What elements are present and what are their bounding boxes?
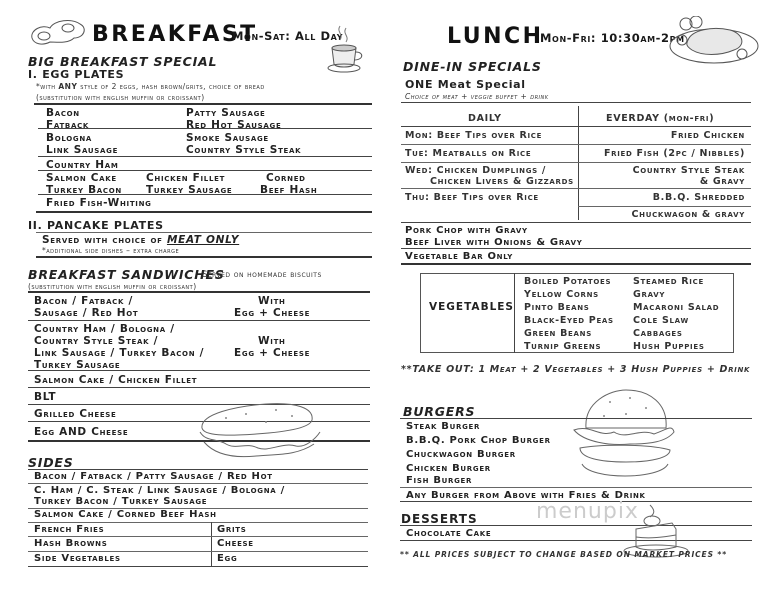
breakfast-title: BREAKFAST bbox=[92, 22, 258, 47]
menu-item: Country Ham bbox=[46, 159, 119, 171]
with-label: With bbox=[258, 295, 286, 307]
vegetable-item: Gravy bbox=[633, 289, 666, 300]
menu-item: Turkey Bacon bbox=[46, 184, 122, 196]
fried-eggs-icon bbox=[28, 16, 88, 48]
pancake-plates-heading: II. PANCAKE PLATES bbox=[28, 219, 164, 232]
everyday-special: B.B.Q. Shredded bbox=[652, 192, 745, 203]
lunch-hours: Mon-Fri: 10:30am-2pm bbox=[540, 31, 685, 45]
menu-item: Grilled Cheese bbox=[34, 408, 117, 420]
prices-footer: ** ALL PRICES SUBJECT TO CHANGE BASED ON MARKET PRICES ** bbox=[400, 550, 728, 559]
burger-item: B.B.Q. Pork Chop Burger bbox=[406, 435, 551, 446]
menu-item: Country Ham / Bologna / bbox=[34, 323, 175, 335]
everyday-special: Fried Fish (2pc / Nibbles) bbox=[603, 148, 745, 159]
egg-plates-substitution-note: (substitution with english muffin or croissant) bbox=[36, 93, 205, 102]
burger-item: Steak Burger bbox=[406, 421, 481, 432]
vegetable-item: Pinto Beans bbox=[524, 302, 590, 313]
menu-item: Fatback bbox=[46, 119, 90, 131]
menu-item: Egg AND Cheese bbox=[34, 426, 129, 438]
watermark: menupix bbox=[536, 499, 639, 524]
side-item: Cheese bbox=[217, 538, 254, 549]
vegetable-item: Turnip Greens bbox=[524, 341, 602, 352]
menu-item: Link Sausage bbox=[46, 144, 119, 156]
everyday-special: Fried Chicken bbox=[670, 130, 745, 141]
side-item: Hash Browns bbox=[34, 538, 108, 549]
egg-plates-heading: I. EGG PLATES bbox=[28, 68, 125, 81]
menu-item: Bacon / Fatback / bbox=[34, 295, 134, 307]
menu-item: Turkey Sausage bbox=[34, 359, 121, 371]
col-header-everyday: EVERDAY (mon-fri) bbox=[606, 113, 715, 124]
everyday-special: & Gravy bbox=[699, 176, 745, 187]
burgers-heading: BURGERS bbox=[403, 404, 476, 419]
menu-item: Pork Chop with Gravy bbox=[405, 225, 528, 236]
vegetables-label: VEGETABLES bbox=[429, 301, 514, 313]
vegetable-item: Hush Puppies bbox=[633, 341, 705, 352]
side-item: Side Vegetables bbox=[34, 553, 121, 564]
daily-special: Wed: Chicken Dumplings / bbox=[405, 165, 547, 176]
with-label: With bbox=[258, 335, 286, 347]
sandwich-icon bbox=[196, 398, 326, 462]
vegetable-item: Yellow Corns bbox=[524, 289, 599, 300]
steak-plate-icon bbox=[668, 16, 760, 66]
menu-item: Smoke Sausage bbox=[186, 132, 269, 144]
pancake-served-with: Served with choice of MEAT ONLY bbox=[42, 234, 240, 246]
vegetable-item: Green Beans bbox=[524, 328, 592, 339]
vegetable-item: Black-Eyed Peas bbox=[524, 315, 614, 326]
dine-in-specials-heading: DINE-IN SPECIALS bbox=[403, 59, 542, 74]
breakfast-hours: Mon-Sat: All Day bbox=[232, 29, 344, 43]
vegetable-item: Cole Slaw bbox=[633, 315, 689, 326]
daily-special: Tue: Meatballs on Rice bbox=[405, 148, 532, 159]
pancake-note: *additional side dishes – extra charge bbox=[42, 246, 180, 255]
side-item: Grits bbox=[217, 524, 247, 535]
menu-item: Bologna bbox=[46, 132, 93, 144]
desserts-heading: DESSERTS bbox=[401, 512, 478, 526]
one-meat-special: ONE Meat Special bbox=[405, 78, 526, 91]
daily-special: Mon: Beef Tips over Rice bbox=[405, 130, 543, 141]
dessert-item: Chocolate Cake bbox=[406, 528, 492, 539]
menu-item: Corned bbox=[266, 172, 306, 184]
big-breakfast-special-heading: BIG BREAKFAST SPECIAL bbox=[28, 54, 218, 69]
menu-item: Beef Hash bbox=[260, 184, 318, 196]
menu-item: Fried Fish-Whiting bbox=[46, 197, 152, 209]
egg-cheese-label: Egg + Cheese bbox=[234, 347, 311, 359]
side-item: Turkey Bacon / Turkey Sausage bbox=[34, 496, 208, 507]
everyday-special: Chuckwagon & gravy bbox=[631, 209, 745, 220]
vegetable-item: Cabbages bbox=[633, 328, 683, 339]
menu-item: Turkey Sausage bbox=[146, 184, 233, 196]
side-item: Bacon / Fatback / Patty Sausage / Red Hot bbox=[34, 471, 273, 482]
egg-cheese-label: Egg + Cheese bbox=[234, 307, 311, 319]
one-meat-note: Choice of meat + veggie buffet + drink bbox=[405, 92, 549, 101]
menu-item: Salmon Cake / Chicken Fillet bbox=[34, 374, 198, 386]
daily-special: Chicken Livers & Gizzards bbox=[430, 176, 574, 187]
everyday-special: Country Style Steak bbox=[632, 165, 745, 176]
burger-combo: Any Burger from Above with Fries & Drink bbox=[406, 490, 646, 501]
take-out-note: **TAKE OUT: 1 Meat + 2 Vegetables + 3 Hush Puppies + Drink bbox=[401, 364, 751, 375]
menu-item: Chicken Fillet bbox=[146, 172, 226, 184]
sandwiches-subtitle: Served on homemade biscuits bbox=[202, 270, 322, 280]
col-header-daily: DAILY bbox=[468, 113, 502, 124]
lunch-title: LUNCH bbox=[447, 24, 544, 49]
breakfast-sandwiches-heading: BREAKFAST SANDWICHES bbox=[28, 267, 225, 282]
menu-item: Bacon bbox=[46, 107, 80, 119]
vegetable-item: Macaroni Salad bbox=[633, 302, 720, 313]
vegetable-item: Boiled Potatoes bbox=[524, 276, 612, 287]
menu-item: Patty Sausage bbox=[186, 107, 266, 119]
side-item: Salmon Cake / Corned Beef Hash bbox=[34, 509, 217, 520]
side-item: French Fries bbox=[34, 524, 105, 535]
menu-item: Vegetable Bar Only bbox=[405, 251, 514, 262]
menu-item: Link Sausage / Turkey Bacon / bbox=[34, 347, 205, 359]
menu-item: Salmon Cake bbox=[46, 172, 117, 184]
burger-icon bbox=[570, 388, 680, 484]
side-item: Egg bbox=[217, 553, 238, 564]
menu-item: Sausage / Red Hot bbox=[34, 307, 139, 319]
sandwiches-note: (substitution with english muffin or croissant) bbox=[28, 282, 197, 291]
menu-item: Beef Liver with Onions & Gravy bbox=[405, 237, 583, 248]
burger-item: Chicken Burger bbox=[406, 463, 491, 474]
menu-item: Country Style Steak bbox=[186, 144, 302, 156]
menu-item: Country Style Steak / bbox=[34, 335, 159, 347]
menu-item: Red Hot Sausage bbox=[186, 119, 282, 131]
daily-special: Thu: Beef Tips over Rice bbox=[405, 192, 539, 203]
coffee-cup-icon bbox=[326, 24, 370, 74]
burger-item: Fish Burger bbox=[406, 475, 473, 486]
burger-item: Chuckwagon Burger bbox=[406, 449, 516, 460]
menu-item: BLT bbox=[34, 391, 57, 403]
side-item: C. Ham / C. Steak / Link Sausage / Bologna / bbox=[34, 485, 285, 496]
sides-heading: SIDES bbox=[28, 455, 74, 470]
egg-plates-note: *with ANY style of 2 eggs, hash brown/grits, choice of bread bbox=[36, 82, 265, 91]
vegetable-item: Steamed Rice bbox=[633, 276, 704, 287]
